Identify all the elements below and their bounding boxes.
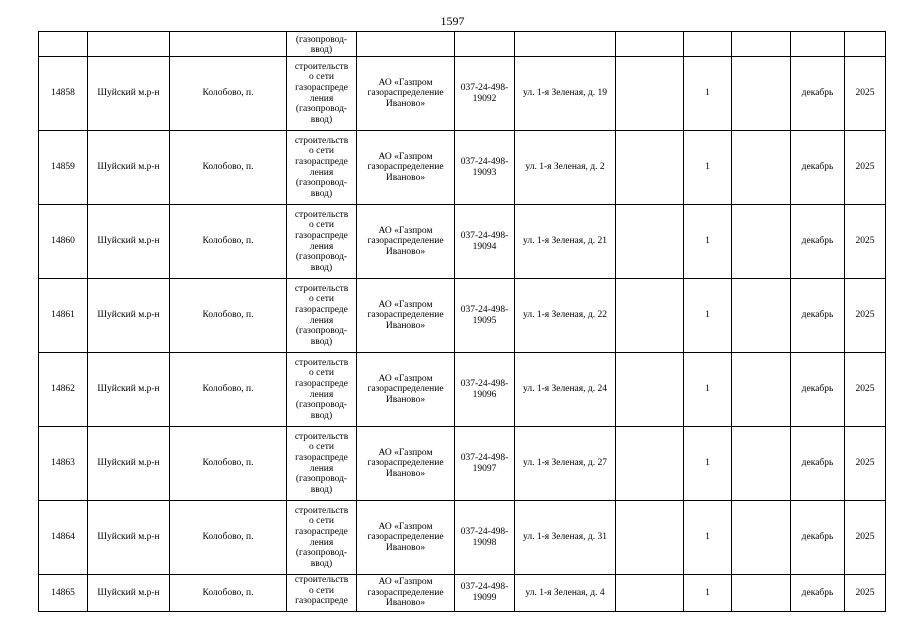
work-line: о сети <box>309 146 334 157</box>
work-line: ввод) <box>310 262 333 273</box>
work-line: о сети <box>309 368 334 379</box>
work-line: ввод) <box>310 410 333 421</box>
work-line: строительств <box>294 505 349 516</box>
cell-work <box>287 353 357 427</box>
cell-id: 14860 <box>39 205 88 279</box>
cell-code: 037-24-498-19098 <box>455 501 515 575</box>
cell-work <box>287 32 357 57</box>
work-line: (газопровод- <box>295 104 348 115</box>
work-line: газораспреде <box>295 82 348 93</box>
work-line: строительств <box>294 575 349 585</box>
cell-qty: 1 <box>684 501 732 575</box>
work-line: газораспреде <box>295 156 348 167</box>
work-line: ввод) <box>310 336 333 347</box>
work-line: газораспреде <box>295 596 348 607</box>
cell-org: АО «Газпром газораспределение Иваново» <box>357 353 455 427</box>
work-line: строительств <box>294 135 349 146</box>
cell-work <box>287 205 357 279</box>
cell-month: декабрь <box>791 427 845 501</box>
cell-work <box>287 575 357 612</box>
cell-locality: Колобово, п. <box>170 279 287 353</box>
table-row <box>39 279 886 353</box>
cell-locality: Колобово, п. <box>170 501 287 575</box>
cell-work <box>287 57 357 131</box>
cell-empty <box>732 205 791 279</box>
table-row <box>39 501 886 575</box>
table-row <box>39 575 886 612</box>
cell-month: декабрь <box>791 279 845 353</box>
cell-month: декабрь <box>791 353 845 427</box>
cell-district <box>88 32 170 57</box>
cell-address: ул. 1-я Зеленая, д. 22 <box>515 279 616 353</box>
work-line: ления <box>309 315 334 326</box>
cell-work <box>287 279 357 353</box>
work-line: (газопровод- <box>295 474 348 485</box>
cell-address: ул. 1-я Зеленая, д. 19 <box>515 57 616 131</box>
cell-year: 2025 <box>845 427 886 501</box>
cell-qty: 1 <box>684 353 732 427</box>
cell-year <box>845 32 886 57</box>
cell-year: 2025 <box>845 279 886 353</box>
work-line: газораспреде <box>295 378 348 389</box>
cell-org: АО «Газпром газораспределение Иваново» <box>357 57 455 131</box>
cell-locality: Колобово, п. <box>170 57 287 131</box>
work-line: (газопровод- <box>295 400 348 411</box>
table-row <box>39 131 886 205</box>
cell-org: АО «Газпром газораспределение Иваново» <box>357 131 455 205</box>
work-line: (газопровод- <box>295 326 348 337</box>
work-line: о сети <box>309 220 334 231</box>
cell-empty <box>616 205 684 279</box>
cell-empty <box>732 427 791 501</box>
cell-district: Шуйский м.р-н <box>88 575 170 612</box>
work-line: ввод) <box>310 114 333 125</box>
cell-qty: 1 <box>684 279 732 353</box>
cell-year: 2025 <box>845 353 886 427</box>
work-line: о сети <box>309 294 334 305</box>
cell-district: Шуйский м.р-н <box>88 131 170 205</box>
cell-year: 2025 <box>845 205 886 279</box>
cell-empty <box>616 427 684 501</box>
cell-empty <box>616 57 684 131</box>
cell-empty <box>732 575 791 612</box>
work-line: (газопровод- <box>295 252 348 263</box>
table-body <box>39 32 886 612</box>
cell-work <box>287 501 357 575</box>
cell-empty <box>616 575 684 612</box>
cell-year: 2025 <box>845 131 886 205</box>
cell-code: 037-24-498-19097 <box>455 427 515 501</box>
work-line: газораспреде <box>295 452 348 463</box>
work-line: строительств <box>294 357 349 368</box>
cell-code: 037-24-498-19094 <box>455 205 515 279</box>
cell-id: 14863 <box>39 427 88 501</box>
cell-org: АО «Газпром газораспределение Иваново» <box>357 205 455 279</box>
work-line: ления <box>309 389 334 400</box>
cell-month: декабрь <box>791 501 845 575</box>
cell-empty <box>732 32 791 57</box>
cell-empty <box>616 501 684 575</box>
work-line: строительств <box>294 431 349 442</box>
work-line: (газопровод- <box>295 548 348 559</box>
work-line: (газопровод- <box>295 34 348 45</box>
cell-year: 2025 <box>845 501 886 575</box>
cell-id: 14864 <box>39 501 88 575</box>
cell-locality: Колобово, п. <box>170 205 287 279</box>
cell-code: 037-24-498-19096 <box>455 353 515 427</box>
cell-empty <box>732 57 791 131</box>
cell-id: 14861 <box>39 279 88 353</box>
work-line: строительств <box>294 209 349 220</box>
page-number: 1597 <box>440 14 465 28</box>
cell-empty <box>616 131 684 205</box>
cell-empty <box>616 32 684 57</box>
cell-qty: 1 <box>684 57 732 131</box>
work-line: ввод) <box>310 558 333 569</box>
cell-locality <box>170 32 287 57</box>
cell-address: ул. 1-я Зеленая, д. 2 <box>515 131 616 205</box>
cell-district: Шуйский м.р-н <box>88 353 170 427</box>
work-line: о сети <box>309 72 334 83</box>
work-line: ления <box>309 463 334 474</box>
work-line: газораспреде <box>295 526 348 537</box>
cell-month <box>791 32 845 57</box>
table-row <box>39 57 886 131</box>
cell-code: 037-24-498-19093 <box>455 131 515 205</box>
cell-address <box>515 32 616 57</box>
cell-empty <box>616 279 684 353</box>
cell-code: 037-24-498-19095 <box>455 279 515 353</box>
cell-qty: 1 <box>684 205 732 279</box>
cell-locality: Колобово, п. <box>170 131 287 205</box>
work-line: ления <box>309 241 334 252</box>
cell-district: Шуйский м.р-н <box>88 279 170 353</box>
work-line: о сети <box>309 585 334 596</box>
work-line: строительств <box>294 61 349 72</box>
cell-org <box>357 32 455 57</box>
work-line: о сети <box>309 516 334 527</box>
table-row <box>39 353 886 427</box>
cell-address: ул. 1-я Зеленая, д. 21 <box>515 205 616 279</box>
work-line: строительств <box>294 283 349 294</box>
cell-district: Шуйский м.р-н <box>88 501 170 575</box>
cell-id: 14858 <box>39 57 88 131</box>
cell-district: Шуйский м.р-н <box>88 205 170 279</box>
cell-month: декабрь <box>791 131 845 205</box>
cell-month: декабрь <box>791 57 845 131</box>
table-row <box>39 205 886 279</box>
cell-qty: 1 <box>684 575 732 612</box>
work-line: (газопровод- <box>295 178 348 189</box>
work-line: ввод) <box>310 484 333 495</box>
cell-locality: Колобово, п. <box>170 427 287 501</box>
cell-address: ул. 1-я Зеленая, д. 27 <box>515 427 616 501</box>
cell-org: АО «Газпром газораспределение Иваново» <box>357 575 455 612</box>
cell-year: 2025 <box>845 57 886 131</box>
cell-code <box>455 32 515 57</box>
work-line: ления <box>309 537 334 548</box>
cell-address: ул. 1-я Зеленая, д. 24 <box>515 353 616 427</box>
cell-empty <box>732 131 791 205</box>
cell-org: АО «Газпром газораспределение Иваново» <box>357 501 455 575</box>
document-table <box>38 31 886 612</box>
cell-month: декабрь <box>791 205 845 279</box>
cell-work <box>287 427 357 501</box>
cell-qty: 1 <box>684 427 732 501</box>
table-row <box>39 427 886 501</box>
cell-id: 14865 <box>39 575 88 612</box>
work-line: ввод) <box>310 45 333 56</box>
work-line: ления <box>309 167 334 178</box>
cell-org: АО «Газпром газораспределение Иваново» <box>357 279 455 353</box>
cell-id: 14862 <box>39 353 88 427</box>
work-line: о сети <box>309 442 334 453</box>
cell-empty <box>732 353 791 427</box>
cell-address: ул. 1-я Зеленая, д. 4 <box>515 575 616 612</box>
cell-empty <box>732 279 791 353</box>
cell-org: АО «Газпром газораспределение Иваново» <box>357 427 455 501</box>
cell-district: Шуйский м.р-н <box>88 427 170 501</box>
cell-locality: Колобово, п. <box>170 575 287 612</box>
work-line: ввод) <box>310 188 333 199</box>
cell-month: декабрь <box>791 575 845 612</box>
cell-year: 2025 <box>845 575 886 612</box>
table-row-fragment <box>39 32 886 57</box>
cell-empty <box>732 501 791 575</box>
cell-code: 037-24-498-19092 <box>455 57 515 131</box>
cell-id <box>39 32 88 57</box>
cell-qty: 1 <box>684 131 732 205</box>
cell-qty <box>684 32 732 57</box>
cell-locality: Колобово, п. <box>170 353 287 427</box>
work-line: газораспреде <box>295 230 348 241</box>
cell-id: 14859 <box>39 131 88 205</box>
cell-address: ул. 1-я Зеленая, д. 31 <box>515 501 616 575</box>
cell-code: 037-24-498-19099 <box>455 575 515 612</box>
cell-work <box>287 131 357 205</box>
work-line: ления <box>309 93 334 104</box>
cell-empty <box>616 353 684 427</box>
work-line: газораспреде <box>295 304 348 315</box>
cell-district: Шуйский м.р-н <box>88 57 170 131</box>
